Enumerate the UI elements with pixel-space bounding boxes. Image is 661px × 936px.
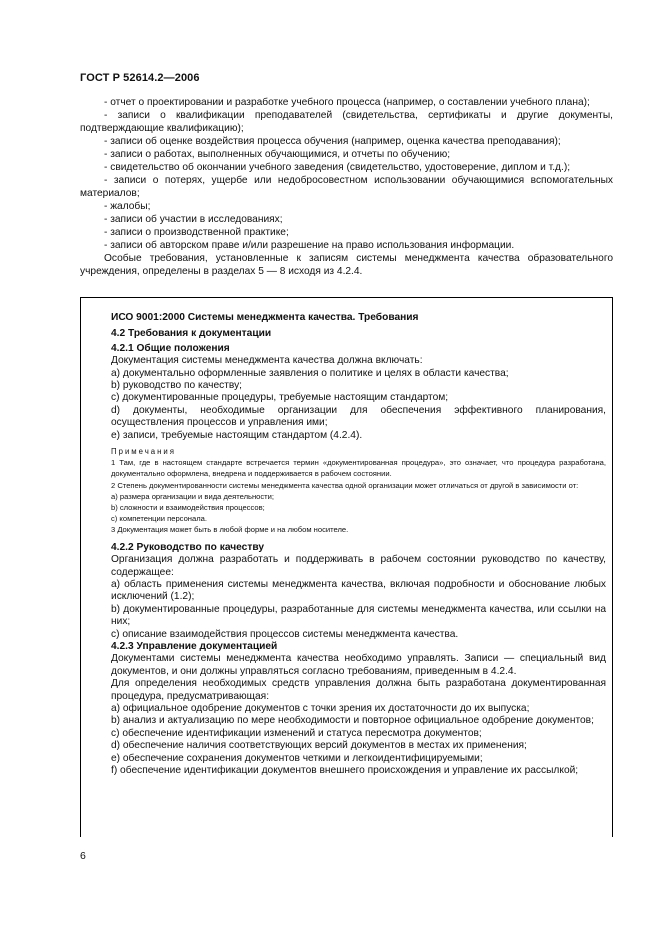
- box-line: Документами системы менеджмента качества необходимо управлять. Записи — специальный вид документов, и они должны управляться согласно требованиям, приведенным в 4.2.4.: [111, 653, 606, 677]
- box-line: Организация должна разработать и поддерживать в рабочем состоянии руководство по качеству, содержащее:: [111, 554, 606, 578]
- box-line: e) обеспечение сохранения документов четкими и легкоидентифицируемыми;: [111, 752, 483, 764]
- intro-paragraph: - отчет о проектировании и разработке учебного процесса (например, о составлении учебного плана);: [104, 97, 590, 108]
- subsection-heading: 4.2.1 Общие положения: [111, 342, 230, 354]
- intro-paragraph: - записи об авторском праве и/или разрешение на право использования информации.: [104, 240, 515, 251]
- box-line: c) описание взаимодействия процессов системы менеджмента качества.: [111, 628, 459, 640]
- box-line: c) документированные процедуры, требуемые настоящим стандартом;: [111, 392, 449, 404]
- note-line: a) размера организации и вида деятельности;: [111, 491, 275, 501]
- note-line: 1 Там, где в настоящем стандарте встречается термин «документированная процедура», это означает, что процедура разработана, документально оформлена, внедрена и поддерживается в рабочем состоянии.: [111, 458, 606, 479]
- box-line: Для определения необходимых средств управления должна быть разработана документированная процедура, предусматривающая:: [111, 678, 606, 702]
- note-line: 3 Документация может быть в любой форме и на любом носителе.: [111, 525, 349, 535]
- document-header: ГОСТ Р 52614.2—2006: [80, 72, 200, 84]
- intro-paragraph: - записи об оценке воздействия процесса обучения (например, оценка качества преподавания);: [104, 136, 561, 147]
- intro-paragraph: - записи о квалификации преподавателей (свидетельства, сертификаты и другие документы, подтверждающие квалификацию);: [80, 110, 613, 134]
- box-title: ИСО 9001:2000 Системы менеджмента качества. Требования: [111, 312, 419, 323]
- intro-paragraph: Особые требования, установленные к записям системы менеджмента качества образовательного учреждения, определены в разделах 5 — 8 исходя из 4.2.4.: [80, 253, 613, 277]
- box-line: c) обеспечение идентификации изменений и статуса пересмотра документов;: [111, 727, 482, 739]
- box-line: a) официальное одобрение документов с точки зрения их достаточности до их выпуска;: [111, 702, 530, 714]
- notes-heading: Примечания: [111, 447, 177, 457]
- box-line: d) обеспечение наличия соответствующих версий документов в местах их применения;: [111, 740, 527, 752]
- box-line: Документация системы менеджмента качества должна включать:: [111, 355, 423, 367]
- intro-text: [80, 96, 613, 278]
- box-line: b) анализ и актуализацию по мере необходимости и повторное официальное одобрение документов;: [111, 715, 594, 727]
- intro-paragraph: - свидетельство об окончании учебного заведения (свидетельство, удостоверение, диплом и т.д.);: [104, 162, 571, 173]
- intro-paragraph: - жалобы;: [104, 201, 151, 212]
- box-line: b) руководство по качеству;: [111, 380, 242, 392]
- intro-paragraph: - записи о потерях, ущербе или недобросовестном использовании обучающимися вспомогательных материалов;: [80, 175, 613, 199]
- subsection-heading: 4.2.2 Руководство по качеству: [111, 541, 265, 553]
- intro-paragraph: - записи о производственной практике;: [104, 227, 289, 238]
- box-line: e) записи, требуемые настоящим стандартом (4.2.4).: [111, 429, 363, 441]
- notes-block: [111, 446, 606, 536]
- intro-paragraph: - записи о работах, выполненных обучающимися, и отчеты по обучению;: [104, 149, 451, 160]
- box-line: f) обеспечение идентификации документов внешнего происхождения и управление их рассылкой;: [111, 765, 579, 776]
- subsection-heading: 4.2.3 Управление документацией: [111, 640, 278, 652]
- box-line: d) документы, необходимые организации для обеспечения эффективного планирования, осуществления процессов и управления ими;: [111, 404, 606, 429]
- iso-standard-excerpt: [80, 297, 613, 837]
- box-line: a) документально оформленные заявления о политике и целях в области качества;: [111, 367, 509, 379]
- note-line: 2 Степень документированности системы менеджмента качества одной организации может отличаться от другой в зависимости от:: [111, 480, 579, 490]
- box-line: a) область применения системы менеджмента качества, включая подробности и обоснование любых исключений (1.2);: [111, 578, 606, 603]
- section-heading: 4.2 Требования к документации: [111, 328, 272, 340]
- box-line: b) документированные процедуры, разработанные для системы менеджмента качества, или ссылки на них;: [111, 603, 606, 628]
- note-line: c) компетенции персонала.: [111, 514, 207, 524]
- note-line: b) сложности и взаимодействия процессов;: [111, 503, 265, 513]
- intro-paragraph: - записи об участии в исследованиях;: [104, 214, 283, 225]
- page-number: 6: [80, 850, 86, 862]
